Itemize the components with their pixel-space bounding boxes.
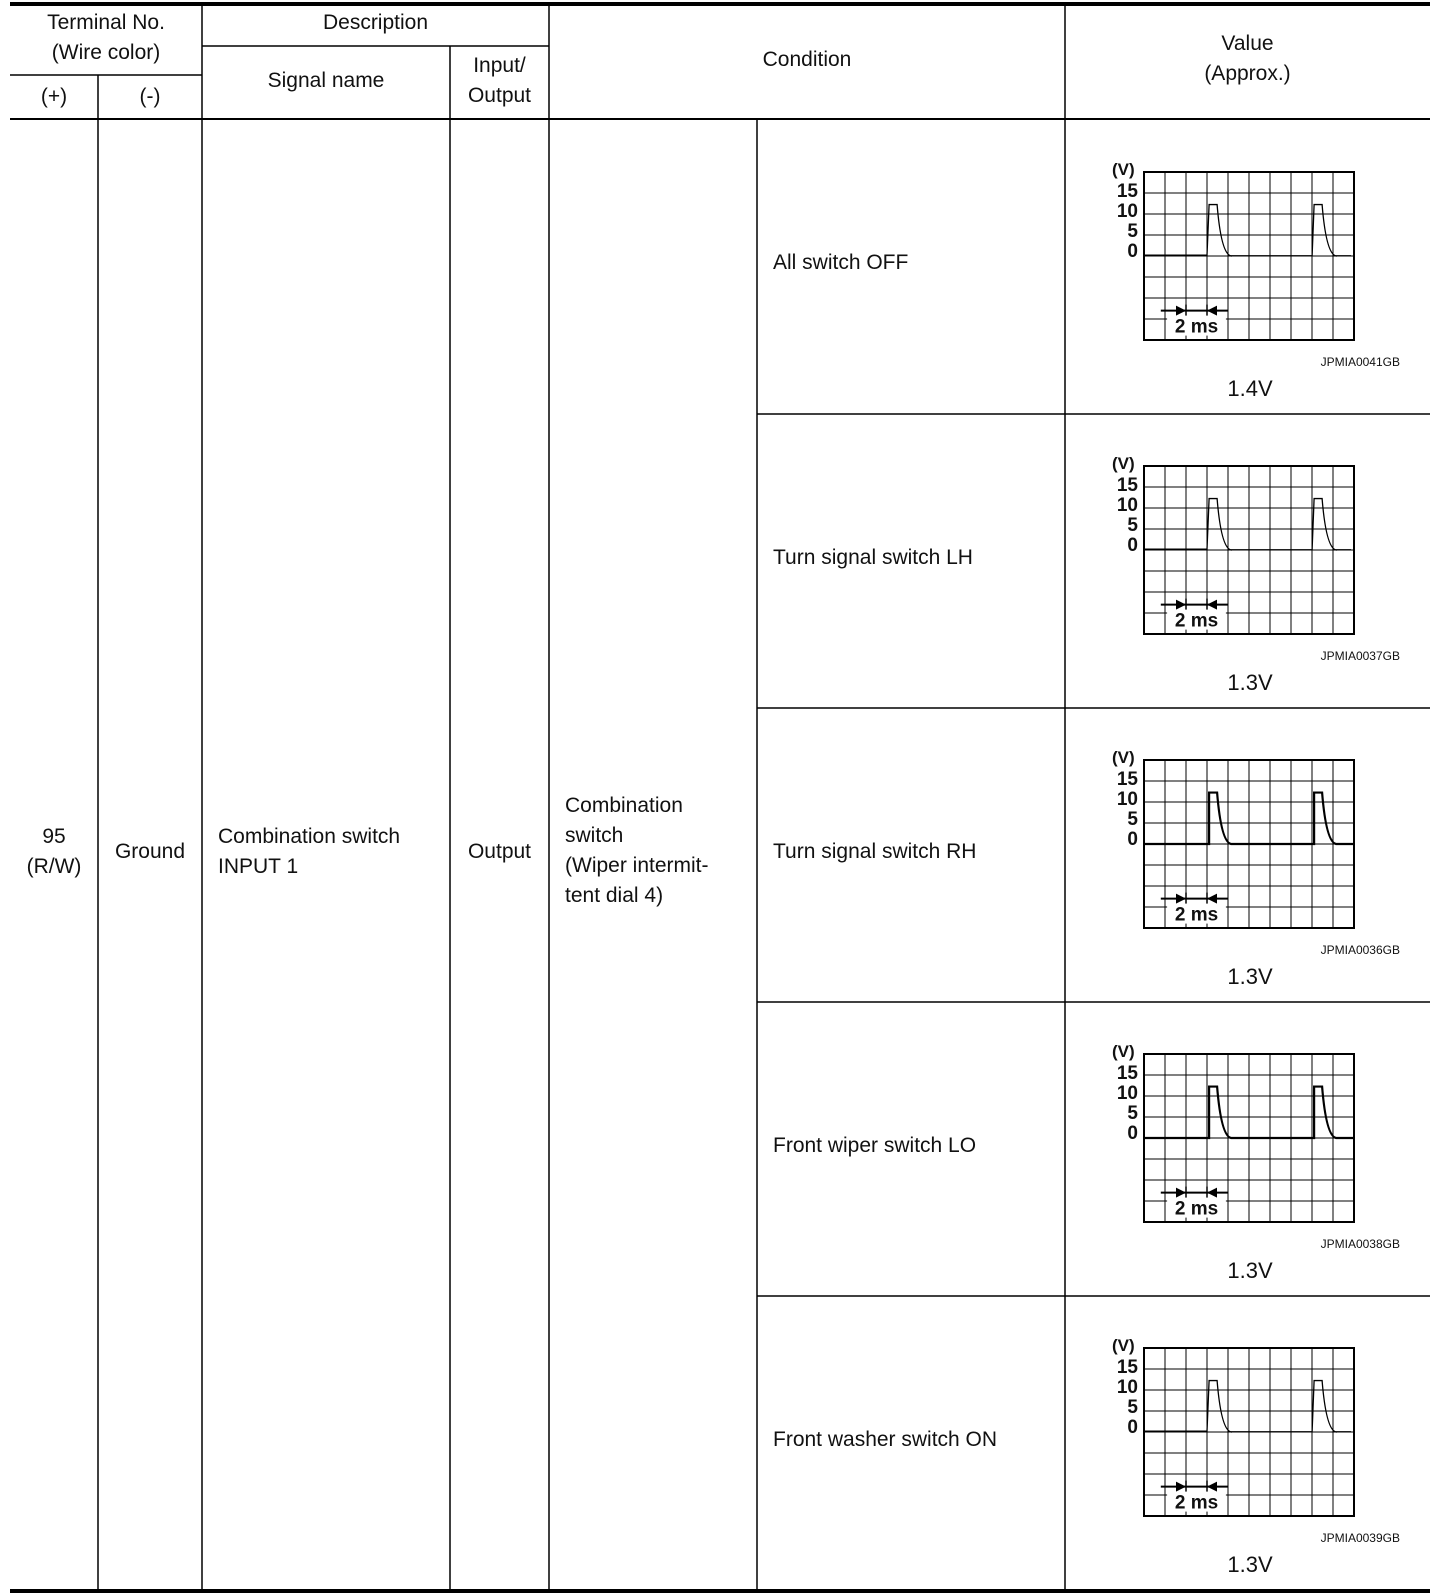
tick-label: 15 bbox=[1116, 475, 1138, 496]
tick-label: 15 bbox=[1116, 1357, 1138, 1378]
header-minus: (-) bbox=[139, 85, 161, 108]
tick-label: 0 bbox=[1127, 535, 1138, 556]
oscilloscope-figure bbox=[1108, 160, 1368, 350]
waveform-trace bbox=[1144, 499, 1351, 550]
figure-code: JPMIA0039GB bbox=[1320, 1531, 1400, 1545]
tick-label: 10 bbox=[1116, 789, 1138, 810]
header-plus: (+) bbox=[40, 85, 68, 108]
tick-label: 5 bbox=[1127, 1103, 1138, 1124]
tick-label: 5 bbox=[1127, 1397, 1138, 1418]
header-terminal-no: Terminal No. (Wire color) bbox=[47, 11, 165, 64]
value-reading: 1.3V bbox=[1227, 670, 1273, 695]
oscilloscope-figure bbox=[1108, 1042, 1368, 1232]
header-description: Description bbox=[322, 11, 429, 34]
unit-label: (V) bbox=[1112, 454, 1135, 473]
tick-label: 15 bbox=[1116, 181, 1138, 202]
tick-label: 10 bbox=[1116, 495, 1138, 516]
time-scale-label: 2 ms bbox=[1174, 1492, 1219, 1514]
tick-label: 5 bbox=[1127, 809, 1138, 830]
tick-label: 15 bbox=[1116, 1063, 1138, 1084]
tick-label: 5 bbox=[1127, 221, 1138, 242]
condition-label: Turn signal switch RH bbox=[773, 840, 977, 863]
oscilloscope-figure bbox=[1108, 454, 1368, 644]
time-scale-label: 2 ms bbox=[1174, 316, 1219, 338]
condition-main: Combination switch (Wiper intermit- tent dial 4) bbox=[565, 794, 709, 907]
header-input-output: Input/ Output bbox=[467, 54, 532, 107]
value-reading: 1.4V bbox=[1227, 376, 1273, 401]
unit-label: (V) bbox=[1112, 160, 1135, 179]
tick-label: 10 bbox=[1116, 1377, 1138, 1398]
tick-label: 0 bbox=[1127, 1123, 1138, 1144]
condition-label: All switch OFF bbox=[773, 251, 909, 274]
unit-label: (V) bbox=[1112, 1042, 1135, 1061]
oscilloscope-figure bbox=[1108, 748, 1368, 938]
value-reading: 1.3V bbox=[1227, 1552, 1273, 1577]
tick-label: 5 bbox=[1127, 515, 1138, 536]
condition-label: Front washer switch ON bbox=[773, 1428, 998, 1451]
condition-label: Turn signal switch LH bbox=[773, 546, 973, 569]
value-reading: 1.3V bbox=[1227, 964, 1273, 989]
terminal-number: 95 (R/W) bbox=[26, 825, 82, 878]
figure-code: JPMIA0041GB bbox=[1320, 355, 1400, 369]
unit-label: (V) bbox=[1112, 748, 1135, 767]
unit-label: (V) bbox=[1112, 1336, 1135, 1355]
waveform-trace bbox=[1144, 205, 1351, 256]
ground-label: Ground bbox=[114, 840, 186, 863]
tick-label: 15 bbox=[1116, 769, 1138, 790]
tick-label: 10 bbox=[1116, 201, 1138, 222]
oscilloscope-figure bbox=[1108, 1336, 1368, 1526]
figure-code: JPMIA0038GB bbox=[1320, 1237, 1400, 1251]
time-scale-label: 2 ms bbox=[1174, 1198, 1219, 1220]
io-direction: Output bbox=[467, 840, 532, 863]
waveform-trace bbox=[1144, 1381, 1351, 1432]
figure-code: JPMIA0037GB bbox=[1320, 649, 1400, 663]
header-value: Value (Approx.) bbox=[1204, 32, 1291, 85]
time-scale-label: 2 ms bbox=[1174, 610, 1219, 632]
header-condition: Condition bbox=[762, 48, 852, 71]
time-scale-label: 2 ms bbox=[1174, 904, 1219, 926]
signal-name: Combination switch INPUT 1 bbox=[218, 825, 401, 878]
value-reading: 1.3V bbox=[1227, 1258, 1273, 1283]
condition-label: Front wiper switch LO bbox=[773, 1134, 977, 1157]
tick-label: 0 bbox=[1127, 829, 1138, 850]
figure-code: JPMIA0036GB bbox=[1320, 943, 1400, 957]
tick-label: 0 bbox=[1127, 1417, 1138, 1438]
tick-label: 10 bbox=[1116, 1083, 1138, 1104]
header-signal-name: Signal name bbox=[267, 69, 385, 92]
tick-label: 0 bbox=[1127, 241, 1138, 262]
